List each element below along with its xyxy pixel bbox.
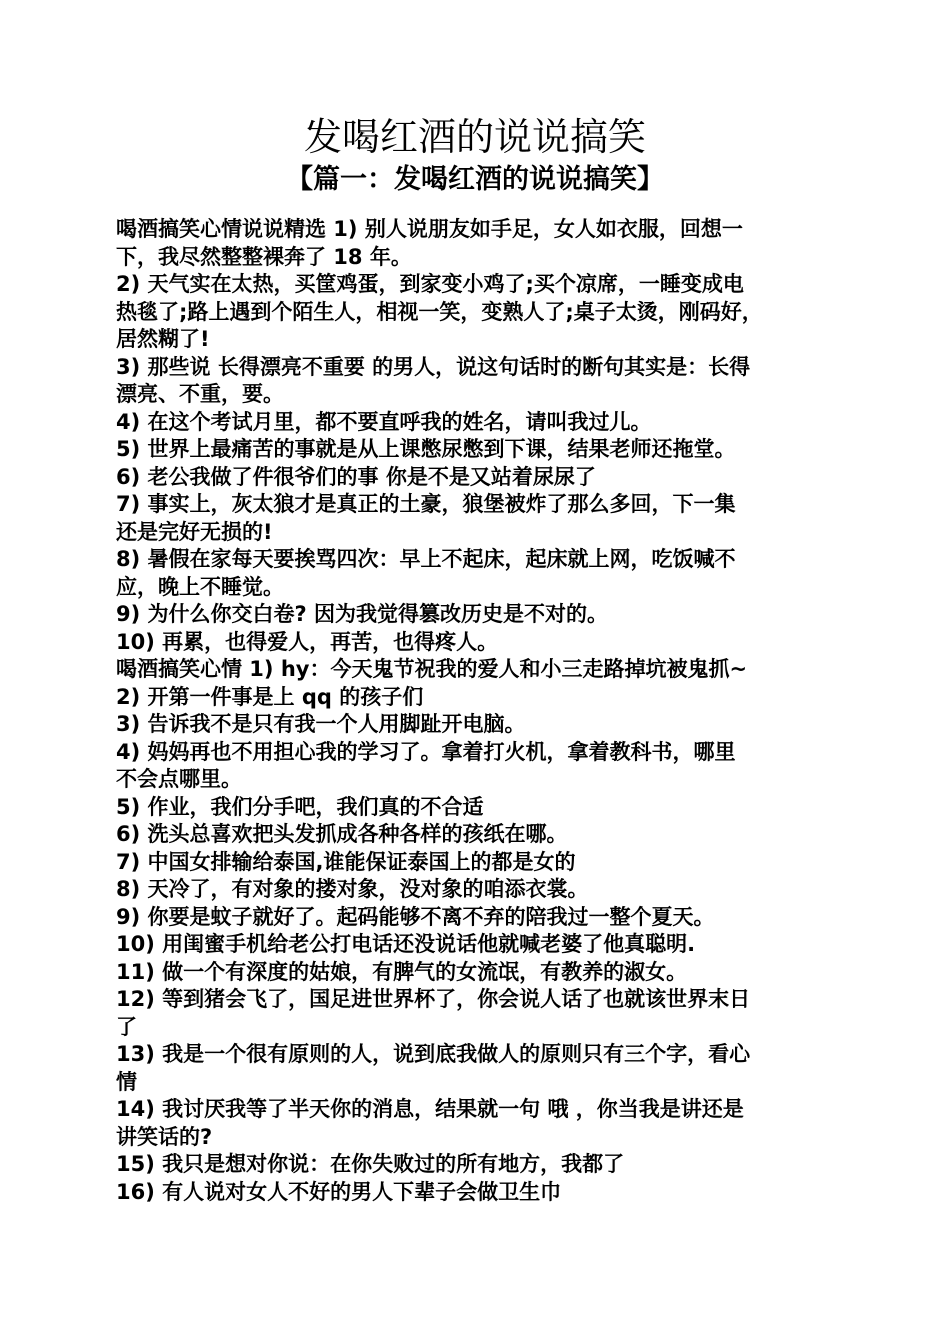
text-line: 应，晚上不睡觉。 bbox=[116, 574, 284, 599]
text-line: 8) 暑假在家每天要挨骂四次：早上不起床，起床就上网，吃饭喊不 bbox=[116, 547, 736, 571]
text-line: 3) 告诉我不是只有我一个人用脚趾开电脑。 bbox=[116, 712, 526, 736]
text-line: 13) 我是一个很有原则的人，说到底我做人的原则只有三个字，看心 bbox=[116, 1042, 751, 1066]
text-line: 喝酒搞笑心情 1) hy：今天鬼节祝我的爱人和小三走路掉坑被鬼抓~ bbox=[116, 657, 748, 681]
text-line: 5) 世界上最痛苦的事就是从上课憋尿憋到下课，结果老师还拖堂。 bbox=[116, 437, 736, 461]
text-line: 15) 我只是想对你说：在你失败过的所有地方，我都了 bbox=[116, 1152, 625, 1176]
text-line: 还是完好无损的! bbox=[116, 519, 273, 544]
text-line: 11) 做一个有深度的姑娘，有脾气的女流氓，有教养的淑女。 bbox=[116, 959, 688, 984]
text-line: 热毯了;路上遇到个陌生人，相视一笑，变熟人了;桌子太烫，刚码好， bbox=[116, 299, 763, 324]
text-line: 2) 开第一件事是上 qq 的孩子们 bbox=[116, 684, 424, 709]
text-line: 4) 在这个考试月里，都不要直呼我的姓名，请叫我过儿。 bbox=[116, 409, 652, 434]
text-line: 10) 再累，也得爱人，再苦，也得疼人。 bbox=[116, 629, 499, 654]
text-line: 9) 为什么你交白卷? 因为我觉得篡改历史是不对的。 bbox=[116, 602, 609, 626]
text-line: 下，我尽然整整裸奔了 18 年。 bbox=[116, 244, 412, 269]
text-line: 6) 洗头总喜欢把头发抓成各种各样的孩纸在哪。 bbox=[116, 822, 568, 846]
text-line: 漂亮、不重，要。 bbox=[116, 382, 284, 406]
text-line: 3) 那些说 长得漂亮不重要 的男人，说这句话时的断句其实是：长得 bbox=[116, 354, 751, 379]
text-line: 情 bbox=[116, 1069, 137, 1094]
text-line: 14) 我讨厌我等了半天你的消息，结果就一句 哦 ，你当我是讲还是 bbox=[116, 1097, 744, 1121]
document-title: 发喝红酒的说说搞笑 bbox=[303, 115, 646, 159]
text-line: 9) 你要是蚊子就好了。起码能够不离不弃的陪我过一整个夏天。 bbox=[116, 904, 715, 929]
document-subtitle: 【篇一：发喝红酒的说说搞笑】 bbox=[286, 164, 664, 195]
document-body bbox=[116, 216, 836, 1206]
text-line: 7) 事实上，灰太狼才是真正的土豪，狼堡被炸了那么多回，下一集 bbox=[116, 492, 736, 516]
text-line: 4) 妈妈再也不用担心我的学习了。拿着打火机，拿着教科书，哪里 bbox=[116, 739, 736, 764]
text-line: 10) 用闺蜜手机给老公打电话还没说话他就喊老婆了他真聪明. bbox=[116, 932, 696, 956]
text-line: 喝酒搞笑心情说说精选 1) 别人说朋友如手足，女人如衣服，回想一 bbox=[116, 217, 743, 241]
text-line: 7) 中国女排输给泰国,谁能保证泰国上的都是女的 bbox=[116, 849, 576, 874]
text-line: 不会点哪里。 bbox=[116, 767, 242, 791]
text-line: 了 bbox=[116, 1014, 137, 1039]
text-line: 5) 作业，我们分手吧，我们真的不合适 bbox=[116, 794, 484, 819]
text-line: 讲笑话的? bbox=[116, 1124, 213, 1149]
text-line: 居然糊了! bbox=[116, 327, 210, 351]
text-line: 12) 等到猪会飞了，国足进世界杯了，你会说人话了也就该世界末日 bbox=[116, 987, 751, 1011]
text-line: 6) 老公我做了件很爷们的事 你是不是又站着尿尿了 bbox=[116, 464, 596, 489]
text-line: 2) 天气实在太热，买筐鸡蛋，到家变小鸡了;买个凉席，一睡变成电 bbox=[116, 272, 744, 296]
text-line: 16) 有人说对女人不好的男人下辈子会做卫生巾 bbox=[116, 1179, 562, 1204]
text-line: 8) 天冷了，有对象的搂对象，没对象的咱添衣裳。 bbox=[116, 877, 589, 901]
